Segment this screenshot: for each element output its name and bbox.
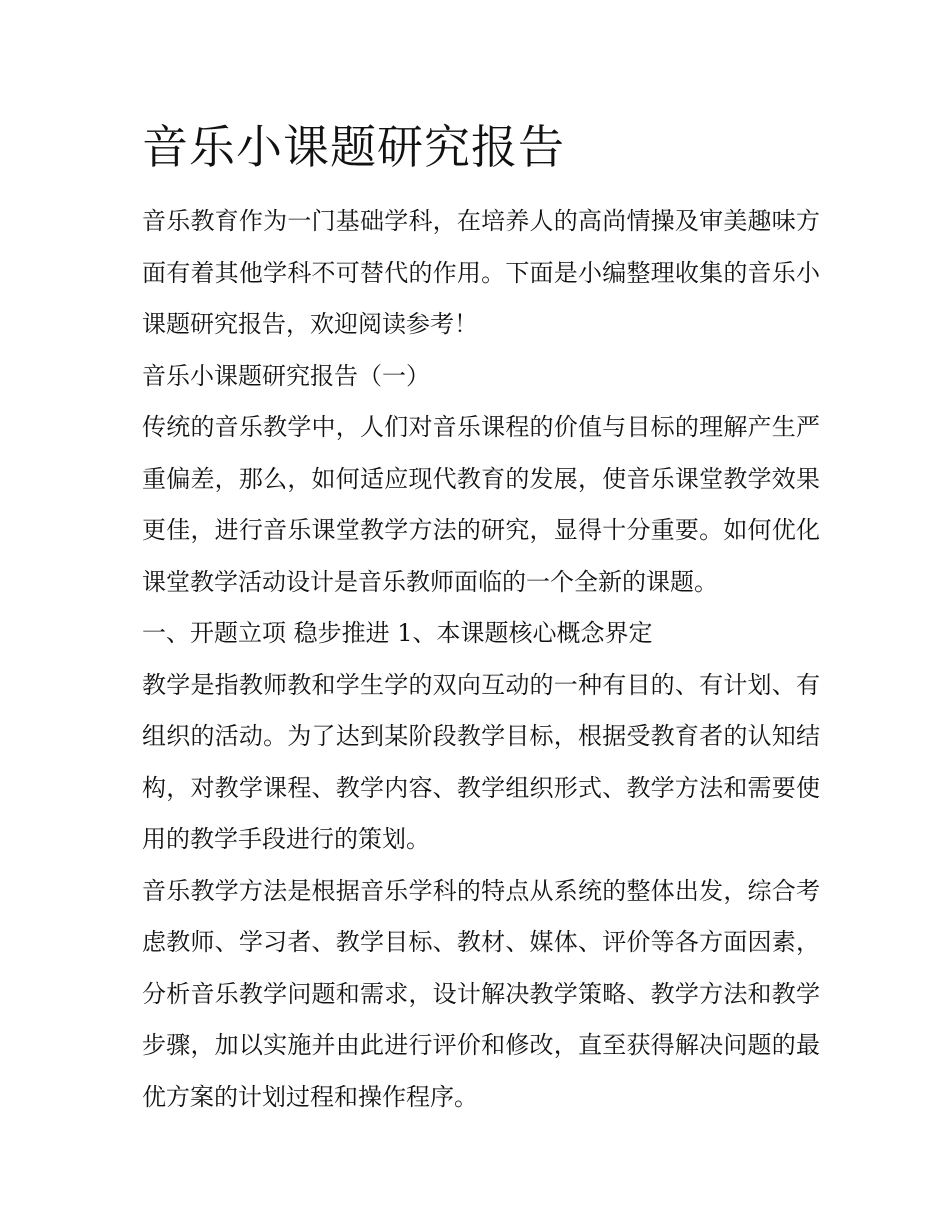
section-heading: 音乐小课题研究报告（一） (142, 361, 430, 390)
body-paragraph: 传统的音乐教学中，人们对音乐课程的价值与目标的理解产生严重偏差，那么，如何适应现代教育的发展，使音乐课堂教学效果更佳，进行音乐课堂教学方法的研究，显得十分重要。如何优化课堂教学活动设计是音乐教师面临的一个全新的课题。 (142, 413, 820, 596)
document-title: 音乐小课题研究报告 (142, 120, 565, 174)
subsection-heading: 一、开题立项 稳步推进 1、本课题核心概念界定 (142, 619, 653, 647)
intro-paragraph: 音乐教育作为一门基础学科，在培养人的高尚情操及审美趣味方面有着其他学科不可替代的作用。下面是小编整理收集的音乐小课题研究报告，欢迎阅读参考！ (142, 207, 820, 338)
body-paragraph: 音乐教学方法是根据音乐学科的特点从系统的整体出发，综合考虑教师、学习者、教学目标、教材、媒体、评价等各方面因素，分析音乐教学问题和需求，设计解决教学策略、教学方法和教学步骤，加以实施并由此进行评价和修改，直至获得解决问题的最优方案的计划过程和操作程序。 (142, 876, 820, 1111)
body-paragraph: 教学是指教师教和学生学的双向互动的一种有目的、有计划、有组织的活动。为了达到某阶段教学目标，根据受教育者的认知结构，对教学课程、教学内容、教学组织形式、教学方法和需要使用的教学手段进行的策划。 (142, 670, 820, 853)
document-page (142, 112, 820, 1123)
